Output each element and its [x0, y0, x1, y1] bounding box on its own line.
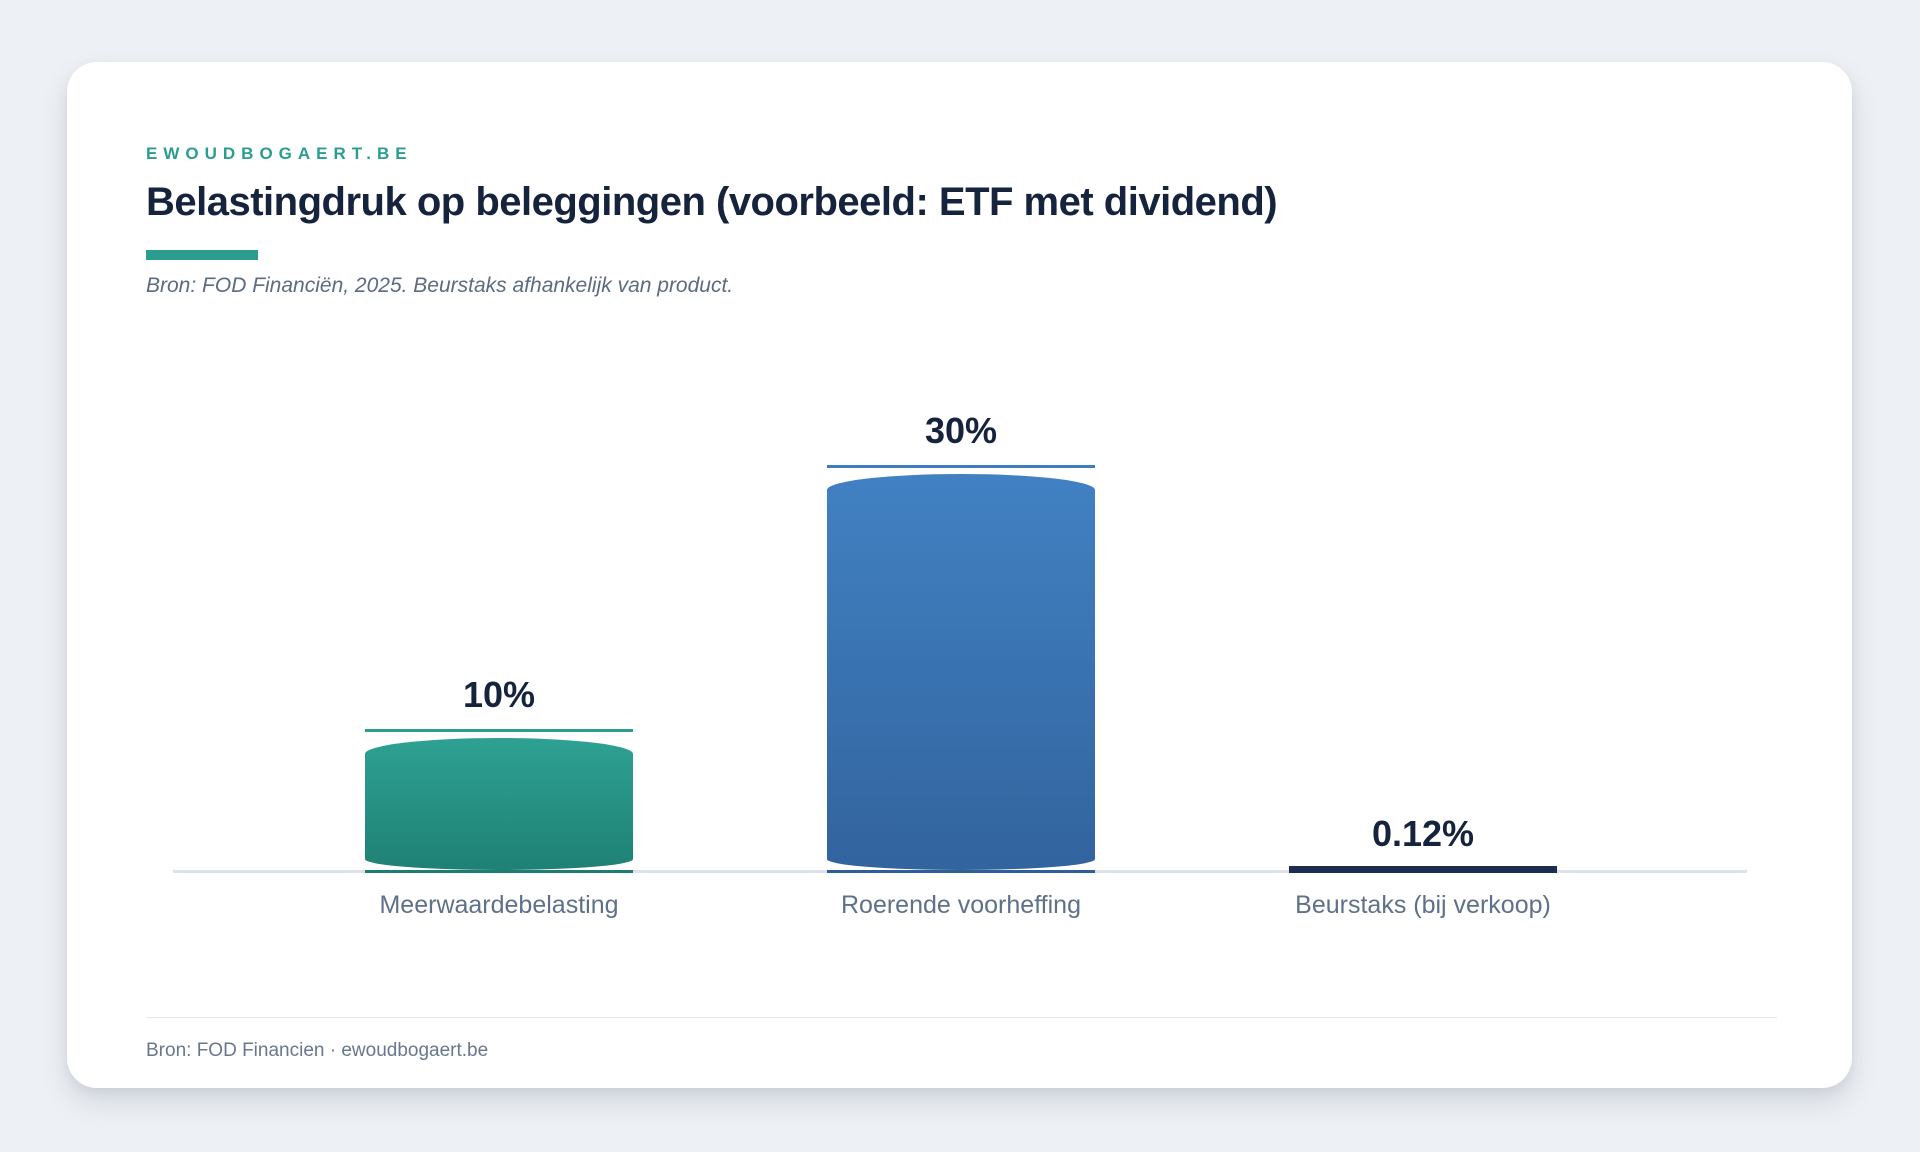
- bar: [365, 738, 633, 870]
- infographic-card: [67, 62, 1852, 1088]
- page-title: Belastingdruk op beleggingen (voorbeeld: ETF met dividend): [146, 180, 1278, 224]
- brand-label: EWOUDBOGAERT.BE: [146, 144, 413, 163]
- bar-chart: [67, 62, 1852, 1088]
- bar: [827, 474, 1095, 870]
- bar-base-edge: [827, 870, 1095, 873]
- bar-value-line: [365, 729, 633, 732]
- bar-category-label: Roerende voorheffing: [841, 891, 1081, 919]
- footer-divider: [146, 1017, 1777, 1018]
- bar-base-edge: [365, 870, 633, 873]
- bar-value-label: 30%: [924, 410, 998, 451]
- bar-category-label: Beurstaks (bij verkoop): [1295, 891, 1551, 919]
- bar-value-label: 10%: [462, 674, 536, 715]
- chart-subtitle: Bron: FOD Financiën, 2025. Beurstaks afhankelijk van product.: [146, 274, 734, 297]
- bar-category-label: Meerwaardebelasting: [379, 891, 619, 919]
- bar: [1289, 866, 1557, 873]
- bar-value-label: 0.12%: [1371, 813, 1475, 854]
- bar-value-line: [827, 465, 1095, 468]
- footer-source-text: Bron: FOD Financien · ewoudbogaert.be: [146, 1040, 489, 1061]
